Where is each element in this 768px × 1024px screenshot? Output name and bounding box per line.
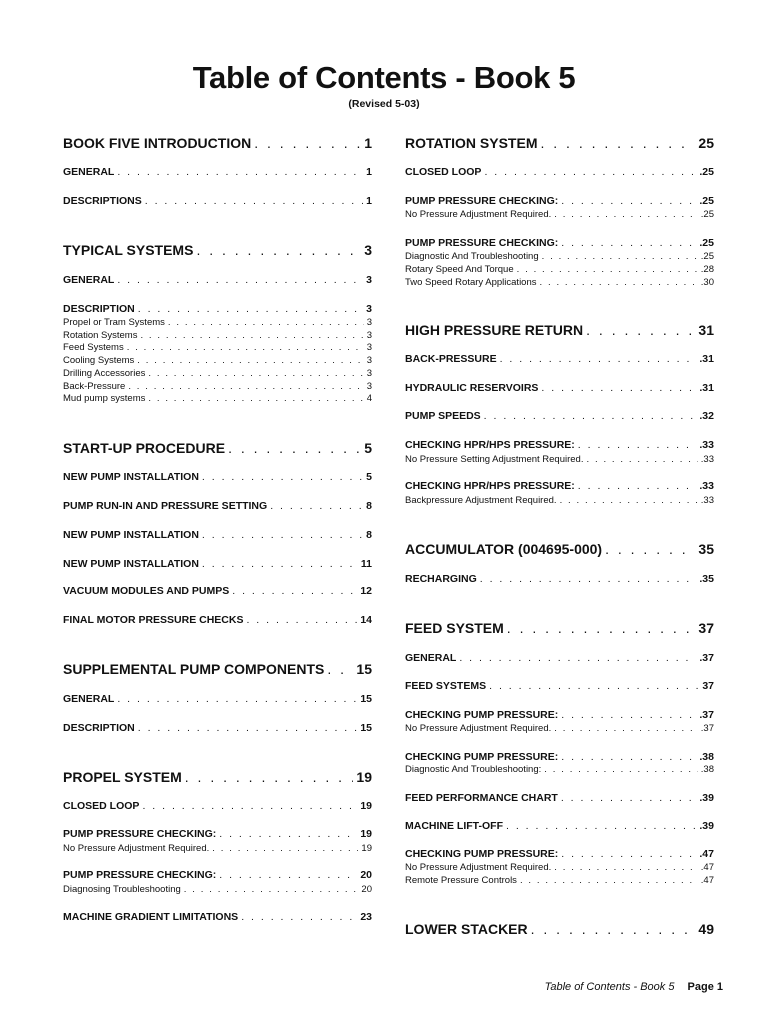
dot-leader [506, 820, 696, 833]
toc-sub-label: No Pressure Setting Adjustment Required. [405, 454, 584, 465]
toc-sub-label: Propel or Tram Systems [63, 317, 165, 328]
toc-sub-label: No Pressure Adjustment Required. [405, 209, 552, 220]
toc-section-label: HIGH PRESSURE RETURN [405, 322, 584, 338]
toc-page-number: .37 [699, 652, 714, 664]
dot-leader [480, 573, 697, 586]
dot-leader [127, 342, 364, 354]
dot-leader [184, 884, 359, 896]
toc-page-number: 1 [366, 166, 372, 178]
dot-leader [554, 862, 698, 874]
toc-section-row [63, 440, 372, 457]
toc-sub-label: Feed Systems [63, 342, 124, 353]
toc-entry-row [405, 410, 714, 423]
toc-sub-row [63, 381, 372, 393]
dot-leader [148, 368, 363, 380]
dot-leader [531, 921, 696, 938]
toc-sub-row [405, 209, 714, 221]
toc-entry-label: NEW PUMP INSTALLATION [63, 558, 199, 570]
toc-entry-row [405, 751, 714, 764]
toc-sub-row [405, 277, 714, 289]
dot-leader [241, 911, 357, 924]
toc-entry-label: PUMP SPEEDS [405, 410, 481, 422]
toc-page-number: 19 [360, 828, 372, 840]
toc-page-number: .31 [699, 382, 714, 394]
dot-leader [605, 541, 695, 558]
dot-leader [117, 274, 363, 287]
toc-entry-row [63, 274, 372, 287]
dot-leader [554, 723, 698, 735]
toc-page-number: .25 [699, 166, 714, 178]
toc-entry-row [405, 573, 714, 586]
dot-leader [578, 480, 697, 493]
dot-leader [561, 792, 697, 805]
toc-page-number: 8 [366, 500, 372, 512]
dot-leader [185, 769, 354, 786]
toc-sub-row [63, 393, 372, 405]
toc-entry-label: PUMP RUN-IN AND PRESSURE SETTING [63, 500, 268, 512]
toc-entry-label: CHECKING PUMP PRESSURE: [405, 709, 559, 721]
dot-leader [517, 264, 698, 276]
dot-leader [219, 828, 357, 841]
toc-section-row [63, 769, 372, 786]
dot-leader [117, 693, 357, 706]
toc-page-number: .47 [700, 875, 714, 886]
toc-section-label: START-UP PROCEDURE [63, 440, 226, 456]
toc-page-number: 1 [366, 195, 372, 207]
toc-entry-label: HYDRAULIC RESERVOIRS [405, 382, 539, 394]
dot-leader [138, 722, 358, 735]
toc-sub-label: No Pressure Adjustment Required. [405, 723, 552, 734]
dot-leader [138, 303, 363, 316]
toc-entry-label: GENERAL [63, 166, 115, 178]
toc-section-row [63, 135, 372, 152]
toc-entry-label: NEW PUMP INSTALLATION [63, 529, 199, 541]
toc-sub-row [63, 342, 372, 354]
toc-page-number: 11 [360, 558, 372, 570]
footer-page-number: Page 1 [687, 981, 723, 993]
toc-page-number: .47 [699, 848, 714, 860]
toc-page-number: 3 [366, 368, 372, 379]
dot-leader [489, 680, 699, 693]
toc-sub-row [405, 875, 714, 887]
toc-page-number: 31 [698, 322, 714, 338]
toc-sub-row [405, 251, 714, 263]
toc-entry-row [63, 800, 372, 813]
dot-leader [484, 166, 696, 179]
toc-page-number: 12 [360, 585, 372, 597]
toc-entry-row [405, 480, 714, 493]
toc-page-number: 8 [366, 529, 372, 541]
toc-page-number: .38 [699, 751, 714, 763]
dot-leader [148, 393, 363, 405]
toc-page-number: 4 [366, 393, 372, 404]
toc-page-number: .30 [700, 277, 714, 288]
toc-entry-row [405, 848, 714, 861]
toc-page-number: 49 [698, 921, 714, 937]
toc-page-number: 5 [364, 440, 372, 456]
dot-leader [168, 317, 364, 329]
toc-section-row [405, 921, 714, 938]
toc-page-number: .25 [700, 251, 714, 262]
toc-entry-row [63, 828, 372, 841]
toc-sub-label: Back-Pressure [63, 381, 126, 392]
dot-leader [254, 135, 361, 152]
toc-entry-label: CHECKING PUMP PRESSURE: [405, 751, 559, 763]
toc-entry-label: FEED SYSTEMS [405, 680, 487, 692]
toc-page-number: 15 [360, 693, 372, 705]
toc-entry-label: PUMP PRESSURE CHECKING: [63, 869, 217, 881]
toc-entry-row [63, 614, 372, 627]
toc-entry-row [63, 693, 372, 706]
dot-leader [219, 869, 357, 882]
toc-page-number: 37 [702, 680, 714, 692]
toc-page-number: 3 [366, 381, 372, 392]
toc-entry-label: RECHARGING [405, 573, 477, 585]
toc-sub-label: Backpressure Adjustment Required. [405, 495, 557, 506]
toc-entry-row [63, 722, 372, 735]
toc-sub-label: Diagnostic And Troubleshooting: [405, 764, 542, 775]
toc-sub-label: No Pressure Adjustment Required. [63, 843, 210, 854]
toc-sub-row [63, 884, 372, 896]
dot-leader [540, 135, 695, 152]
toc-entry-row [63, 529, 372, 542]
toc-section-row [405, 620, 714, 637]
toc-sub-label: Diagnosing Troubleshooting [63, 884, 181, 895]
toc-entry-label: DESCRIPTIONS [63, 195, 142, 207]
dot-leader [270, 500, 363, 513]
page-footer [545, 981, 723, 993]
toc-page-number: .39 [699, 792, 714, 804]
toc-sub-row [63, 368, 372, 380]
toc-sub-label: Remote Pressure Controls [405, 875, 517, 886]
toc-entry-label: CHECKING PUMP PRESSURE: [405, 848, 559, 860]
dot-leader [128, 381, 363, 393]
dot-leader [232, 585, 357, 598]
toc-entry-row [63, 585, 372, 598]
dot-leader [140, 330, 363, 342]
toc-entry-label: DESCRIPTION [63, 722, 135, 734]
toc-page-number: 3 [366, 317, 372, 328]
toc-sub-row [405, 454, 714, 466]
toc-section-row [405, 322, 714, 339]
toc-page-number: 14 [360, 614, 372, 626]
toc-page-number: .33 [699, 480, 714, 492]
toc-sub-label: No Pressure Adjustment Required. [405, 862, 552, 873]
toc-entry-label: VACUUM MODULES AND PUMPS [63, 585, 230, 597]
toc-sub-row [405, 764, 714, 776]
toc-page-number: 35 [698, 541, 714, 557]
toc-entry-row [405, 166, 714, 179]
toc-section-row [405, 541, 714, 558]
dot-leader [202, 558, 358, 571]
dot-leader [507, 620, 696, 637]
toc-entry-label: CHECKING HPR/HPS PRESSURE: [405, 480, 575, 492]
toc-entry-label: MACHINE GRADIENT LIMITATIONS [63, 911, 239, 923]
toc-section-label: FEED SYSTEM [405, 620, 504, 636]
toc-page-number: 3 [366, 274, 372, 286]
dot-leader [202, 471, 363, 484]
dot-leader [540, 277, 698, 289]
toc-page-number: .33 [700, 454, 714, 465]
toc-page-number: 19 [361, 843, 372, 854]
toc-page-number: .25 [699, 195, 714, 207]
toc-page-number: 23 [360, 911, 372, 923]
dot-leader [137, 355, 363, 367]
toc-entry-label: PUMP PRESSURE CHECKING: [405, 195, 559, 207]
toc-entry-row [63, 558, 372, 571]
toc-section-label: ACCUMULATOR (004695-000) [405, 541, 603, 557]
revision-note: (Revised 5-03) [348, 98, 420, 110]
toc-page-number: 3 [366, 355, 372, 366]
toc-sub-row [405, 264, 714, 276]
dot-leader [561, 848, 696, 861]
toc-sub-label: Cooling Systems [63, 355, 135, 366]
toc-sub-row [63, 330, 372, 342]
toc-entry-row [405, 680, 714, 693]
toc-page-number: .28 [700, 264, 714, 275]
toc-page-number: 5 [366, 471, 372, 483]
dot-leader [142, 800, 357, 813]
toc-entry-row [405, 709, 714, 722]
toc-entry-row [63, 471, 372, 484]
toc-sub-label: Two Speed Rotary Applications [405, 277, 537, 288]
toc-page-number: 1 [364, 135, 372, 151]
toc-section-row [405, 135, 714, 152]
page-title: Table of Contents - Book 5 [192, 60, 576, 95]
toc-entry-row [63, 195, 372, 208]
toc-page-number: 3 [366, 330, 372, 341]
dot-leader [561, 709, 696, 722]
toc-section-label: ROTATION SYSTEM [405, 135, 538, 151]
toc-page-number: 3 [364, 242, 372, 258]
footer-title: Table of Contents - Book 5 [544, 981, 675, 993]
toc-sub-row [405, 495, 714, 507]
toc-entry-row [405, 820, 714, 833]
toc-entry-label: PUMP PRESSURE CHECKING: [405, 237, 559, 249]
toc-section-label: SUPPLEMENTAL PUMP COMPONENTS [63, 661, 325, 677]
dot-leader [202, 529, 363, 542]
toc-page-number: .25 [700, 209, 714, 220]
toc-page-number: .32 [699, 410, 714, 422]
toc-entry-label: GENERAL [63, 274, 115, 286]
toc-page-number: 3 [366, 303, 372, 315]
toc-entry-label: CLOSED LOOP [405, 166, 482, 178]
toc-entry-row [405, 439, 714, 452]
toc-section-row [63, 242, 372, 259]
dot-leader [145, 195, 363, 208]
toc-page-number: .33 [699, 439, 714, 451]
toc-entry-row [405, 195, 714, 208]
toc-entry-row [63, 500, 372, 513]
toc-page-number: .38 [700, 764, 714, 775]
dot-leader [520, 875, 698, 887]
toc-entry-label: CLOSED LOOP [63, 800, 140, 812]
toc-entry-label: FINAL MOTOR PRESSURE CHECKS [63, 614, 244, 626]
toc-entry-row [63, 869, 372, 882]
dot-leader [196, 242, 361, 259]
dot-leader [500, 353, 697, 366]
dot-leader [541, 382, 696, 395]
toc-page-number: 20 [361, 884, 372, 895]
dot-leader [484, 410, 697, 423]
toc-page-number: .35 [699, 573, 714, 585]
dot-leader [561, 751, 696, 764]
toc-page-number: .37 [700, 723, 714, 734]
dot-leader [117, 166, 363, 179]
toc-entry-label: MACHINE LIFT-OFF [405, 820, 503, 832]
toc-section-row [63, 661, 372, 678]
dot-leader [212, 843, 358, 855]
toc-entry-row [405, 382, 714, 395]
dot-leader [561, 195, 696, 208]
toc-entry-label: DESCRIPTION [63, 303, 135, 315]
toc-page-number: 37 [698, 620, 714, 636]
toc-page-number: .33 [700, 495, 714, 506]
dot-leader [554, 209, 698, 221]
toc-entry-row [405, 353, 714, 366]
dot-leader [586, 322, 695, 339]
toc-sub-row [405, 862, 714, 874]
toc-page-number: .31 [699, 353, 714, 365]
toc-sub-label: Drilling Accessories [63, 368, 146, 379]
toc-sub-label: Rotary Speed And Torque [405, 264, 514, 275]
toc-entry-row [405, 237, 714, 250]
toc-sub-row [405, 723, 714, 735]
toc-entry-label: NEW PUMP INSTALLATION [63, 471, 199, 483]
toc-page-number: 25 [698, 135, 714, 151]
dot-leader [246, 614, 357, 627]
dot-leader [327, 661, 353, 678]
toc-sub-label: Mud pump systems [63, 393, 146, 404]
toc-entry-row [63, 911, 372, 924]
toc-page-number: .37 [699, 709, 714, 721]
toc-section-label: BOOK FIVE INTRODUCTION [63, 135, 252, 151]
toc-entry-label: GENERAL [63, 693, 115, 705]
toc-page-number: 20 [360, 869, 372, 881]
toc-page-number: .39 [699, 820, 714, 832]
toc-entry-row [63, 166, 372, 179]
toc-sub-row [63, 843, 372, 855]
dot-leader [578, 439, 697, 452]
toc-entry-label: GENERAL [405, 652, 457, 664]
dot-leader [542, 251, 698, 263]
toc-sub-label: Diagnostic And Troubleshooting [405, 251, 539, 262]
toc-section-label: LOWER STACKER [405, 921, 528, 937]
toc-page-number: 3 [366, 342, 372, 353]
toc-entry-label: FEED PERFORMANCE CHART [405, 792, 558, 804]
toc-page-number: .25 [699, 237, 714, 249]
toc-sub-row [63, 355, 372, 367]
toc-page-number: 15 [356, 661, 372, 677]
toc-sub-row [63, 317, 372, 329]
toc-entry-label: PUMP PRESSURE CHECKING: [63, 828, 217, 840]
dot-leader [544, 764, 698, 776]
toc-page-number: .47 [700, 862, 714, 873]
dot-leader [560, 495, 698, 507]
toc-sub-label: Rotation Systems [63, 330, 138, 341]
toc-page-number: 15 [360, 722, 372, 734]
toc-entry-label: BACK-PRESSURE [405, 353, 497, 365]
toc-page-number: 19 [356, 769, 372, 785]
toc-entry-row [405, 652, 714, 665]
dot-leader [228, 440, 361, 457]
toc-section-label: PROPEL SYSTEM [63, 769, 182, 785]
dot-leader [586, 454, 697, 466]
toc-section-label: TYPICAL SYSTEMS [63, 242, 194, 258]
toc-page-number: 19 [360, 800, 372, 812]
toc-entry-row [405, 792, 714, 805]
dot-leader [459, 652, 696, 665]
toc-entry-row [63, 303, 372, 316]
dot-leader [561, 237, 696, 250]
toc-entry-label: CHECKING HPR/HPS PRESSURE: [405, 439, 575, 451]
